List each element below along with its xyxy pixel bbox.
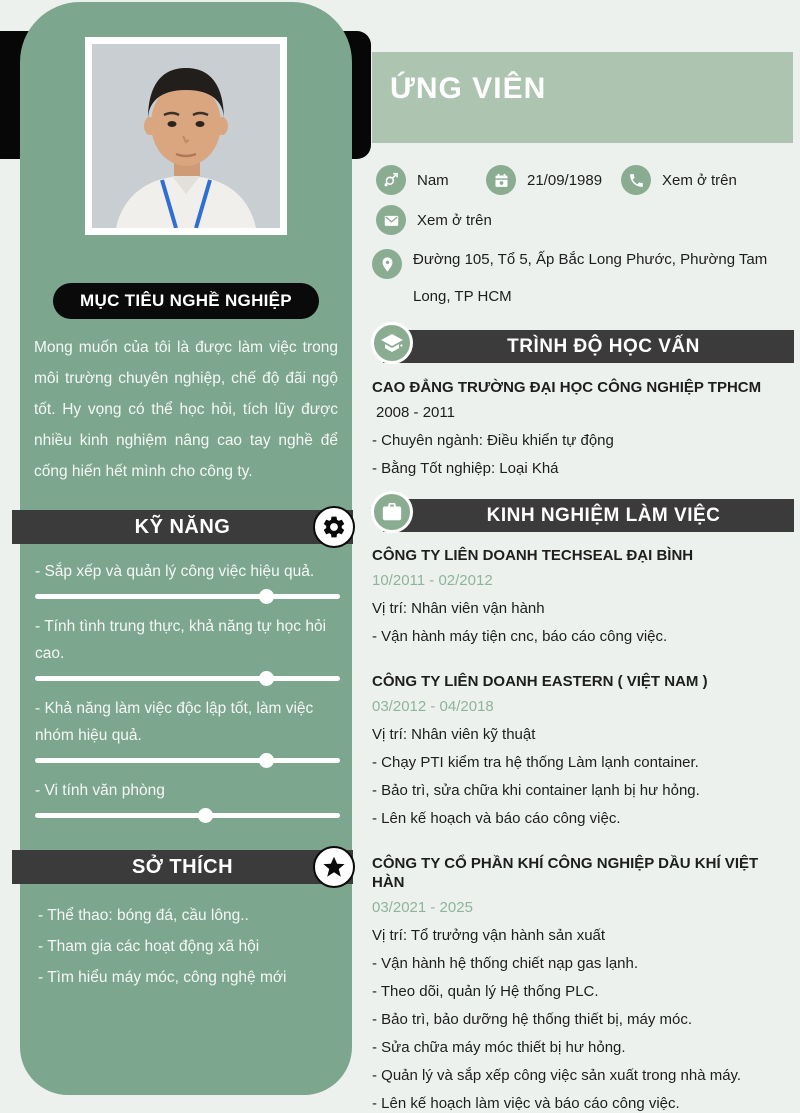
hobby-item: - Thể thao: bóng đá, cầu lông.. (38, 907, 249, 924)
skills-heading-label: KỸ NĂNG (134, 516, 231, 538)
education-heading-label: TRÌNH ĐỘ HỌC VẤN (507, 336, 700, 357)
school-name: CAO ĐẲNG TRƯỜNG ĐẠI HỌC CÔNG NGHIỆP TPHCM (372, 379, 762, 396)
page-title: ỨNG VIÊN (390, 72, 547, 105)
job-period: 10/2011 - 02/2012 (372, 572, 493, 589)
job-entry (372, 854, 794, 1113)
job-position: Vị trí: Nhân viên kỹ thuật (372, 726, 536, 743)
gear-icon (313, 506, 355, 548)
job-bullet: - Quản lý và sắp xếp công việc sản xuất trong nhà máy. (372, 1067, 742, 1084)
job-bullet: - Bảo trì, sửa chữa khi container lạnh bị hư hỏng. (372, 782, 700, 799)
contact-row-3 (372, 249, 794, 315)
location-icon (372, 249, 402, 279)
education-detail: - Bằng Tốt nghiệp: Loại Khá (372, 460, 559, 477)
gender-value: Nam (417, 171, 449, 189)
skills-header (12, 510, 353, 544)
hobby-list (38, 900, 340, 993)
email-value: Xem ở trên (417, 211, 492, 229)
dob-field (486, 165, 602, 195)
email-field (376, 205, 492, 235)
job-bullet: - Lên kế hoạch và báo cáo công việc. (372, 810, 621, 827)
hobbies-heading-label: SỞ THÍCH (131, 856, 234, 878)
education-detail: - Chuyên ngành: Điều khiển tự động (372, 432, 614, 449)
contact-row-2 (372, 205, 794, 245)
job-bullet: - Sửa chữa máy móc thiết bị hư hỏng. (372, 1039, 626, 1056)
skill-item (35, 777, 340, 818)
dob-value: 21/09/1989 (527, 171, 603, 189)
skill-label: - Vi tính văn phòng (35, 782, 165, 799)
slider-thumb[interactable] (259, 671, 274, 686)
skill-item (35, 558, 340, 599)
skill-label: - Tính tình trung thực, khả năng tự học hỏi cao. (35, 618, 327, 662)
job-bullet: - Bảo trì, bảo dưỡng hệ thống thiết bị, máy móc. (372, 1011, 693, 1028)
objective-heading: MỤC TIÊU NGHỀ NGHIỆP (53, 283, 319, 319)
phone-field (621, 165, 737, 195)
job-bullet: - Vận hành hệ thống chiết nạp gas lạnh. (372, 955, 639, 972)
star-icon (313, 846, 355, 888)
skill-slider[interactable] (35, 676, 340, 681)
job-position: Vị trí: Tổ trưởng vận hành sản xuất (372, 927, 606, 944)
skill-item (35, 613, 340, 681)
email-icon (376, 205, 406, 235)
sidebar (20, 2, 352, 1095)
briefcase-icon (371, 491, 413, 533)
job-entry (372, 672, 794, 828)
skill-slider[interactable] (35, 813, 340, 818)
skill-slider[interactable] (35, 758, 340, 763)
hobby-item: - Tìm hiểu máy móc, công nghệ mới (38, 969, 287, 986)
job-bullet: - Vận hành máy tiện cnc, báo cáo công việc. (372, 628, 668, 645)
job-position: Vị trí: Nhân viên vận hành (372, 600, 545, 617)
job-period: 03/2012 - 04/2018 (372, 698, 494, 715)
gender-field (376, 165, 449, 195)
gender-icon (376, 165, 406, 195)
slider-thumb[interactable] (198, 808, 213, 823)
phone-icon (621, 165, 651, 195)
education-years: 2008 - 2011 (376, 404, 455, 421)
job-entry (372, 546, 794, 646)
skill-slider[interactable] (35, 594, 340, 599)
job-bullet: - Chạy PTI kiểm tra hệ thống Làm lạnh container. (372, 754, 699, 771)
contact-row-1 (372, 165, 794, 205)
education-header (383, 330, 794, 363)
slider-thumb[interactable] (259, 753, 274, 768)
address-value: Đường 105, Tổ 5, Ấp Bắc Long Phước, Phường Tam Long, TP HCM (413, 251, 768, 305)
job-period: 03/2021 - 2025 (372, 899, 473, 916)
company-name: CÔNG TY LIÊN DOANH EASTERN ( VIỆT NAM ) (372, 673, 708, 690)
calendar-icon (486, 165, 516, 195)
phone-value: Xem ở trên (662, 171, 737, 189)
portrait-illustration (92, 44, 280, 228)
skill-label: - Khả năng làm việc độc lập tốt, làm việc nhóm hiệu quả. (35, 700, 314, 744)
graduation-cap-icon (371, 322, 413, 364)
skill-label: - Sắp xếp và quản lý công việc hiệu quả. (35, 563, 315, 580)
profile-photo (85, 37, 287, 235)
job-bullet: - Lên kế hoạch làm việc và báo cáo công việc. (372, 1095, 680, 1112)
hobbies-header (12, 850, 353, 884)
experience-header (383, 499, 794, 532)
objective-text: Mong muốn của tôi là được làm việc trong môi trường chuyên nghiệp, chế độ đãi ngộ tốt. Hy vọng có thể học hỏi, tích lũy được nhiều kinh nghiệm nâng cao tay nghề để cống hiến hết mình cho công ty. (34, 339, 338, 480)
experience-heading-label: KINH NGHIỆM LÀM VIỆC (486, 505, 721, 526)
job-bullet: - Theo dõi, quản lý Hệ thống PLC. (372, 983, 599, 1000)
company-name: CÔNG TY CỔ PHẦN KHÍ CÔNG NGHIỆP DẦU KHÍ VIỆT HÀN (372, 855, 759, 891)
company-name: CÔNG TY LIÊN DOANH TECHSEAL ĐẠI BÌNH (372, 547, 694, 564)
education-body (372, 378, 794, 478)
main-content (372, 165, 794, 1113)
title-banner (372, 52, 793, 143)
skill-item (35, 695, 340, 763)
slider-thumb[interactable] (259, 589, 274, 604)
hobby-item: - Tham gia các hoạt động xã hội (38, 938, 260, 955)
